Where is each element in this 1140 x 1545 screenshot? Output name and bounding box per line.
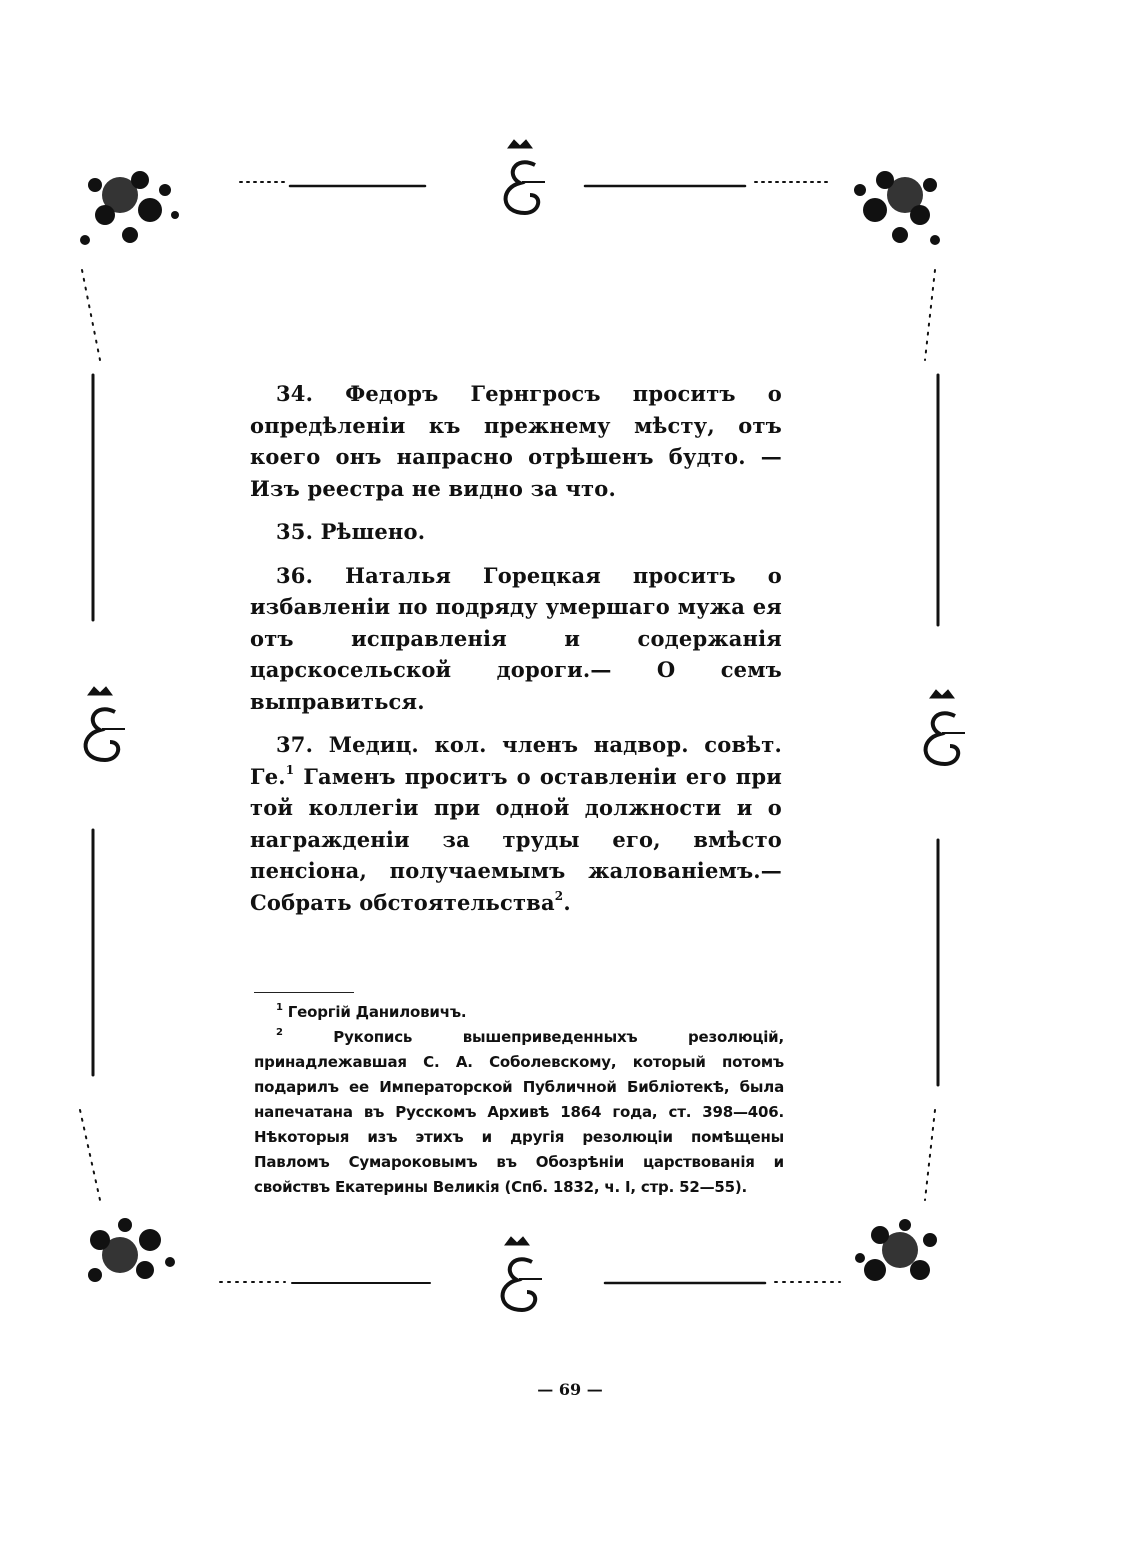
entry-37-text-middle: Гаменъ проситъ о оставленіи его при той коллегіи при одной должности и о награжденіи за труды его, вмѣсто пенсіона, получаемымъ жалованіемъ.—Собрать обстоятельства	[250, 763, 782, 915]
corner-ornament-top-left	[80, 171, 179, 245]
corner-ornament-bottom-left	[88, 1218, 175, 1282]
entry-37-text-start: 37. Медиц. кол. членъ надвор. совѣт. Ге.	[250, 732, 782, 789]
entry-37	[250, 729, 782, 918]
footnote-mark-2: 2	[276, 1027, 283, 1038]
footnote-text-1: Георгій Даниловичъ.	[282, 1003, 467, 1021]
footnote-2	[254, 1025, 784, 1200]
entry-37-text-end: .	[563, 889, 571, 915]
crowned-monogram-right	[926, 690, 965, 764]
footnote-ref-2: 2	[554, 888, 564, 903]
corner-ornament-top-right	[854, 171, 940, 245]
page-number: — 69 —	[537, 1380, 603, 1399]
corner-ornament-bottom-right	[855, 1219, 937, 1281]
footnote-mark-1: 1	[276, 1002, 283, 1013]
entry-36: 36. Наталья Горецкая проситъ о избавленіи по подряду умершаго мужа ея отъ исправленія и содержанія царскосельской дороги.— О семъ выправиться.	[250, 562, 782, 714]
crowned-monogram-top	[506, 140, 545, 213]
crowned-monogram-left	[86, 687, 125, 760]
footnote-1	[254, 1000, 784, 1025]
footnote-text-2: Рукопись вышеприведенныхъ резолюцій, принадлежавшая С. А. Соболевскому, который потомъ подарилъ ее Императорской Публичной Библіотекѣ, была напечатана въ Русскомъ Архивѣ 1864 года, ст. 398—406. Нѣкоторыя изъ этихъ и другія резолюціи помѣщены Павломъ Сумароковымъ въ Обозрѣніи царствованія и свойствъ Екатерины Великія (Спб. 1832, ч. I, стр. 52—55).	[254, 1028, 784, 1196]
footnote-ref-1: 1	[285, 762, 295, 777]
main-text	[250, 378, 782, 930]
crowned-monogram-bottom	[503, 1237, 542, 1310]
footnote-separator	[254, 992, 354, 993]
footnotes	[254, 1000, 784, 1200]
entry-35: 35. Рѣшено.	[276, 519, 426, 544]
entry-34: 34. Федоръ Гернгросъ проситъ о опредѣленіи къ прежнему мѣсту, отъ коего онъ напрасно отрѣшенъ будто. — Изъ реестра не видно за что.	[250, 381, 782, 501]
